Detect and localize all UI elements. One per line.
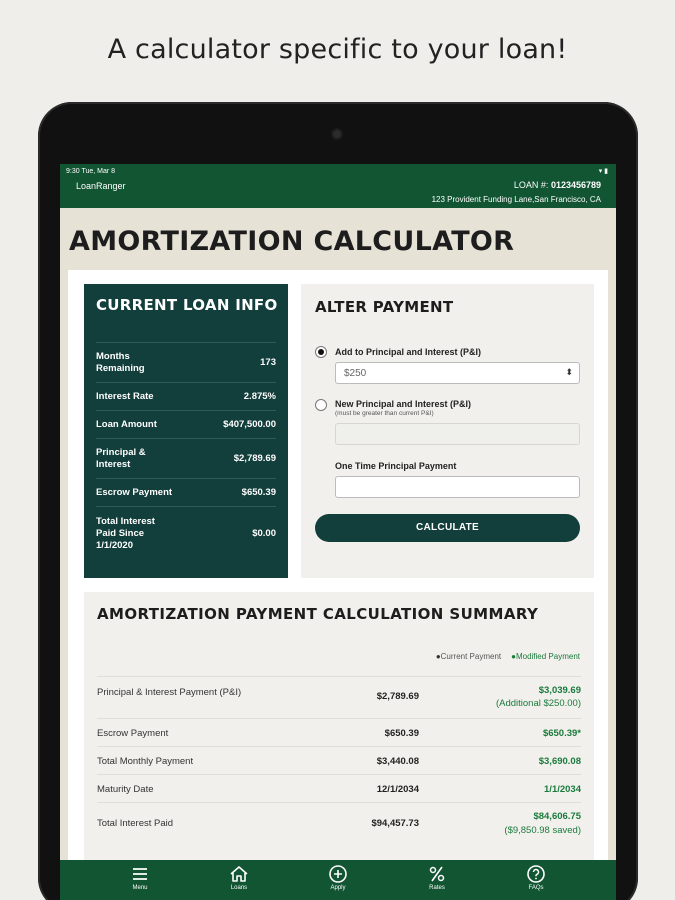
current-loan-info-panel	[84, 284, 288, 578]
menu-icon	[131, 865, 149, 883]
summary-label: Maturity Date	[97, 784, 154, 795]
nav-faqs[interactable]	[506, 860, 566, 900]
legend-current	[436, 652, 501, 661]
info-row-loan-amount	[96, 410, 276, 438]
legend-modified-label: Modified Payment	[515, 652, 580, 661]
radio-new-pi[interactable]	[315, 399, 327, 411]
current-loan-heading: CURRENT LOAN INFO	[96, 296, 278, 314]
dot-icon: ●	[511, 652, 516, 661]
summary-current: $2,789.69	[376, 691, 419, 702]
loan-number	[514, 180, 601, 190]
app-screen	[60, 164, 616, 900]
app-name: LoanRanger	[76, 181, 126, 191]
summary-row-maturity-date	[97, 774, 581, 802]
info-row-total-interest-paid	[96, 506, 276, 560]
legend-current-label: Current Payment	[440, 652, 502, 661]
property-address: 123 Provident Funding Lane,San Francisco, CA	[431, 195, 601, 204]
summary-label: Principal & Interest Payment (P&I)	[97, 687, 242, 698]
summary-label: Escrow Payment	[97, 728, 169, 739]
nav-rates[interactable]	[407, 860, 467, 900]
info-row-interest-rate	[96, 382, 276, 410]
summary-current: $94,457.73	[371, 818, 419, 829]
status-time: 9:30 Tue, Mar 8	[66, 168, 116, 175]
help-icon	[526, 865, 546, 883]
alter-payment-heading: ALTER PAYMENT	[315, 298, 454, 316]
promo-headline: A calculator specific to your loan!	[107, 34, 568, 65]
summary-current: $3,440.08	[376, 756, 419, 767]
info-value: 2.875%	[243, 391, 276, 402]
info-label: Months Remaining	[96, 350, 145, 374]
nav-label: Loans	[230, 885, 248, 891]
additional-amount-select[interactable]	[335, 362, 580, 384]
main-content	[68, 270, 608, 900]
nav-menu[interactable]	[110, 860, 170, 900]
calculate-button[interactable]: CALCULATE	[315, 514, 580, 542]
summary-current: 12/1/2034	[376, 784, 419, 795]
loan-number-value: 0123456789	[550, 180, 601, 190]
radio-add-to-pi[interactable]	[315, 346, 327, 358]
one-time-payment-label: One Time Principal Payment	[335, 461, 457, 471]
option-new-pi-note: (must be greater than current P&I)	[335, 410, 434, 417]
nav-label: Menu	[132, 885, 148, 891]
info-value: $2,789.69	[233, 453, 276, 464]
percent-icon	[427, 865, 447, 883]
summary-modified: $650.39*	[542, 728, 581, 739]
info-value: $0.00	[252, 528, 276, 539]
info-row-principal-interest	[96, 438, 276, 478]
new-pi-input[interactable]	[335, 423, 580, 445]
summary-label: Total Monthly Payment	[97, 756, 194, 767]
info-label: Escrow Payment	[96, 486, 173, 498]
nav-label: Rates	[429, 885, 445, 891]
select-value: $250	[344, 368, 367, 379]
loan-number-label: LOAN #:	[513, 180, 549, 190]
summary-row-total-monthly	[97, 746, 581, 774]
info-value: $407,500.00	[223, 419, 276, 430]
summary-modified: $3,690.08	[538, 756, 581, 767]
bottom-navigation	[60, 860, 616, 900]
nav-label: FAQs	[528, 885, 544, 891]
info-row-escrow-payment	[96, 478, 276, 506]
info-label: Total Interest Paid Since 1/1/2020	[96, 515, 155, 551]
info-value: 173	[260, 357, 276, 368]
summary-modified: $84,606.75	[533, 811, 581, 822]
summary-row-escrow	[97, 718, 581, 746]
summary-modified: $3,039.69	[538, 685, 581, 696]
page-title: AMORTIZATION CALCULATOR	[69, 226, 515, 257]
status-icons: ▾ ▮	[598, 168, 608, 175]
one-time-payment-input[interactable]	[335, 476, 580, 498]
info-value: $650.39	[241, 487, 276, 498]
plus-circle-icon	[328, 865, 348, 883]
summary-row-pi	[97, 676, 581, 718]
summary-current: $650.39	[384, 728, 419, 739]
nav-apply[interactable]	[308, 860, 368, 900]
legend-modified	[511, 652, 580, 661]
info-label: Interest Rate	[96, 390, 154, 402]
summary-modified-note: (Additional $250.00)	[495, 698, 581, 709]
updown-arrow-icon: ⬍	[565, 367, 573, 377]
summary-row-total-interest	[97, 802, 581, 846]
summary-modified-note: ($9,850.98 saved)	[504, 825, 581, 836]
info-label: Loan Amount	[96, 418, 157, 430]
summary-heading: AMORTIZATION PAYMENT CALCULATION SUMMARY	[97, 605, 539, 623]
app-header	[60, 164, 616, 208]
summary-modified: 1/1/2034	[544, 784, 581, 795]
summary-label: Total Interest Paid	[97, 818, 174, 829]
home-icon	[229, 865, 249, 883]
alter-payment-panel	[301, 284, 594, 578]
camera-icon	[331, 128, 343, 140]
calculation-summary-panel	[84, 592, 594, 892]
info-row-months-remaining	[96, 342, 276, 382]
nav-loans[interactable]	[209, 860, 269, 900]
info-label: Principal & Interest	[96, 446, 146, 470]
summary-legend	[436, 652, 580, 661]
option-new-pi-label: New Principal and Interest (P&I)	[335, 399, 472, 409]
option-add-to-pi-label: Add to Principal and Interest (P&I)	[335, 347, 482, 357]
nav-label: Apply	[330, 885, 346, 891]
dot-icon: ●	[435, 652, 441, 661]
